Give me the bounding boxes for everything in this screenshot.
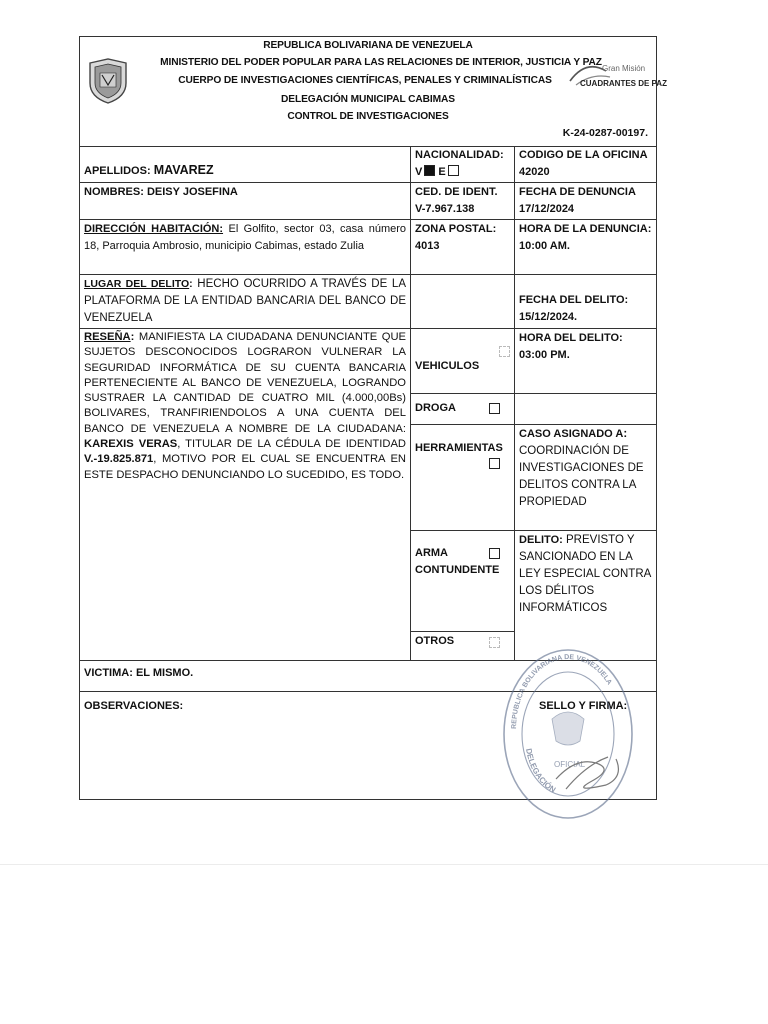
cedula-field — [411, 183, 514, 219]
case-code: K-24-0287-00197. — [562, 127, 648, 139]
nombres-field — [80, 183, 410, 219]
nacionalidad-label: NACIONALIDAD: — [415, 149, 504, 161]
header-line-3: CUERPO DE INVESTIGACIONES CIENTÍFICAS, PENALES Y CRIMINALÍSTICAS — [178, 75, 552, 86]
zona-postal-field — [411, 220, 514, 274]
nombres-value: DEISY JOSEFINA — [146, 186, 238, 198]
victima-field — [80, 661, 410, 691]
fecha-delito-field — [515, 291, 656, 328]
logo-right-bottom-text: CUADRANTES DE PAZ — [580, 79, 667, 88]
vehiculos-field — [411, 345, 514, 393]
stamp-bottom-text: DELEGACIÓN — [523, 747, 558, 795]
caso-asignado-value: COORDINACIÓN DE INVESTIGACIONES DE DELITOS CONTRA LA PROPIEDAD — [519, 445, 644, 508]
resena-text-part1: MANIFIESTA LA CIUDADANA DENUNCIANTE QUE SUJETOS DESCONOCIDOS LOGRARON VULNERAR LA SEGURIDAD INFORMÁTICA DE SU CUENTA BANCARIA PERTENECIENTE AL BANCO DE VENEZUELA, LOGRANDO SUSTRAER LA CANTIDAD DE CUATRO MIL (4.000,00Bs) BOLIVARES, TRANFIRIENDOLOS A UNA CUENTA DEL BANCO DE VENEZUELA A NOMBRE DE LA CIUDADANA: — [84, 331, 406, 435]
sello-firma-label: SELLO Y FIRMA: — [539, 700, 628, 712]
nombres-label: NOMBRES: — [84, 186, 144, 198]
herramientas-field — [411, 439, 514, 479]
resena-label: RESEÑA — [84, 331, 131, 343]
vehiculos-label: VEHICULOS — [415, 360, 480, 372]
direccion-value: El Golfito, sector 03, casa número 18, Parroquia Ambrosio, municipio Cabimas, estado Zulia — [84, 223, 407, 252]
nacionalidad-v-checkbox[interactable] — [424, 165, 435, 176]
direccion-label: DIRECCIÓN HABITACIÓN: — [84, 223, 224, 235]
delito-label: DELITO: — [519, 534, 563, 546]
stamp-top-text: REPUBLICA BOLIVARIANA DE VENEZUELA — [510, 653, 613, 730]
apellidos-field — [80, 161, 410, 183]
header-line-4: DELEGACIÓN MUNICIPAL CABIMAS — [281, 94, 455, 105]
official-seal-stamp-icon — [496, 639, 636, 819]
vehiculos-checkbox[interactable] — [499, 346, 510, 357]
apellidos-value: MAVAREZ — [153, 163, 214, 177]
lugar-delito-field: LUGAR DEL DELITO: HECHO OCURRIDO A TRAVÉS DE LA PLATAFORMA DE LA ENTIDAD BANCARIA DEL BANCO DE VENEZUELA — [84, 278, 406, 324]
caso-asignado-field: CASO ASIGNADO A: COORDINACIÓN DE INVESTIGACIONES DE DELITOS CONTRA LA PROPIEDAD — [519, 428, 644, 508]
herramientas-checkbox[interactable] — [489, 458, 500, 469]
observaciones-field — [80, 697, 380, 721]
fecha-denuncia-label: FECHA DE DENUNCIA — [519, 186, 636, 198]
hora-delito-field — [515, 329, 656, 393]
zona-postal-label: ZONA POSTAL: — [415, 223, 497, 235]
logo-right-top-text: Gran Misión — [602, 64, 646, 73]
svg-text:DELEGACIÓN — [524, 748, 557, 795]
header-line-2: MINISTERIO DEL PODER POPULAR PARA LAS RELACIONES DE INTERIOR, JUSTICIA Y PAZ — [160, 57, 602, 68]
direccion-field — [80, 220, 410, 274]
hora-delito-value: 03:00 PM. — [519, 349, 570, 361]
stamp-center-text: OFICIAL — [554, 760, 586, 769]
hora-denuncia-label: HORA DE LA DENUNCIA: — [519, 223, 652, 235]
resena-text-part2: , TITULAR DE LA CÉDULA DE IDENTIDAD — [177, 438, 406, 451]
delito-value: PREVISTO Y SANCIONADO EN LA LEY ESPECIAL CONTRA LOS DÉLITOS INFORMÁTICOS — [519, 534, 651, 614]
droga-label: DROGA — [415, 402, 456, 414]
arma-contundente-field — [411, 544, 514, 590]
investigation-control-form — [79, 36, 667, 800]
nacionalidad-e-label: E — [438, 166, 446, 178]
arma-contundente-label: ARMA CONTUNDENTE — [415, 547, 500, 576]
droga-checkbox[interactable] — [489, 403, 500, 414]
lugar-delito-value: HECHO OCURRIDO A TRAVÉS DE LA PLATAFORMA DE LA ENTIDAD BANCARIA DEL BANCO DE VENEZUELA — [84, 278, 406, 324]
otros-label: OTROS — [415, 635, 455, 647]
cuadrantes-de-paz-logo-icon — [566, 51, 667, 93]
resena-text-part3: , MOTIVO POR EL CUAL SE ENCUENTRA EN ESTE DESPACHO DENUNCIANDO LO SUCEDIDO, ES TODO. — [84, 453, 406, 481]
lugar-delito-label: LUGAR DEL DELITO — [84, 278, 190, 290]
header-line-5: CONTROL DE INVESTIGACIONES — [287, 111, 449, 122]
codigo-oficina-value: 42020 — [519, 166, 550, 178]
fecha-denuncia-value: 17/12/2024 — [519, 203, 575, 215]
cedula-value: V-7.967.138 — [415, 203, 475, 215]
observaciones-label: OBSERVACIONES: — [84, 700, 184, 712]
cedula-label: CED. DE IDENT. — [415, 186, 498, 198]
page-bottom-rule — [0, 864, 768, 865]
droga-field — [411, 399, 514, 424]
nacionalidad-field — [411, 146, 514, 182]
hora-denuncia-field — [515, 220, 656, 274]
victima-label: VICTIMA: EL MISMO. — [84, 667, 194, 679]
arma-contundente-checkbox[interactable] — [489, 548, 500, 559]
caso-asignado-label: CASO ASIGNADO A — [519, 428, 624, 440]
fecha-denuncia-field — [515, 183, 656, 219]
zona-postal-value: 4013 — [415, 240, 440, 252]
resena-name: KAREXIS VERAS — [84, 438, 178, 451]
codigo-oficina-label: CODIGO DE LA OFICINA — [519, 149, 648, 161]
hora-denuncia-value: 10:00 AM. — [519, 240, 570, 252]
row-divider — [410, 393, 656, 394]
form-header — [80, 37, 667, 147]
codigo-oficina-field — [515, 146, 656, 182]
nacionalidad-v-label: V — [415, 166, 423, 178]
apellidos-label: APELLIDOS: — [84, 165, 151, 177]
resena-ci: V.-19.825.871 — [84, 453, 154, 466]
header-line-1: REPUBLICA BOLIVARIANA DE VENEZUELA — [263, 40, 473, 51]
hora-delito-label: HORA DEL DELITO: — [519, 332, 623, 344]
resena-field: RESEÑA: MANIFIESTA LA CIUDADANA DENUNCIANTE QUE SUJETOS DESCONOCIDOS LOGRARON VULNERAR LA SEGURIDAD INFORMÁTICA DE SU CUENTA BANCARIA PERTENECIENTE AL BANCO DE VENEZUELA, LOGRANDO SUSTRAER LA CANTIDAD DE CUATRO MIL (4.000,00Bs) BOLIVARES, TRANFIRIENDOLOS A UNA CUENTA DEL BANCO DE VENEZUELA A NOMBRE DE LA CIUDADANA: KAREXIS VERAS, TITULAR DE LA CÉDULA DE IDENTIDAD V.-19.825.871, MOTIVO POR EL CUAL SE ENCUENTRA EN ESTE DESPACHO DENUNCIANDO LO SUCEDIDO, ES TODO. — [84, 331, 406, 481]
herramientas-label: HERRAMIENTAS — [415, 442, 503, 454]
nacionalidad-e-checkbox[interactable] — [448, 165, 459, 176]
fecha-delito-value: 15/12/2024. — [519, 311, 578, 323]
fecha-delito-label: FECHA DEL DELITO: — [519, 294, 629, 306]
